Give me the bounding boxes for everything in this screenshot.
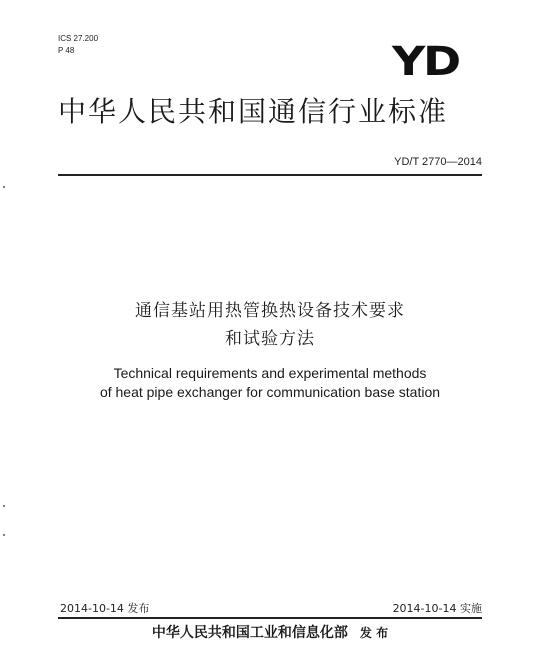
implement-date: 2014-10-14 实施 [392,602,482,615]
title-en-line1: Technical requirements and experimental methods [113,365,427,381]
top-rule [58,174,482,176]
standard-number: YD/T 2770—2014 [394,156,482,168]
yd-logo: YD [392,39,459,85]
publisher [0,624,540,642]
scan-speck [3,534,5,536]
scan-speck [3,186,5,188]
bottom-rule [58,617,482,619]
publisher-action: 发 布 [359,626,389,640]
org-title: 中华人民共和国通信行业标准 [58,95,449,128]
title-cn-line2: 和试验方法 [225,329,315,349]
scan-speck [3,505,5,507]
publisher-name: 中华人民共和国工业和信息化部 [151,625,348,641]
ics-code: ICS 27.200 [58,34,99,43]
publish-date: 2014-10-14 发布 [60,602,150,615]
title-cn-line1: 通信基站用热管换热设备技术要求 [135,301,405,321]
category-code: P 48 [58,46,75,55]
title-en-line2: of heat pipe exchanger for communication base station [99,384,441,400]
